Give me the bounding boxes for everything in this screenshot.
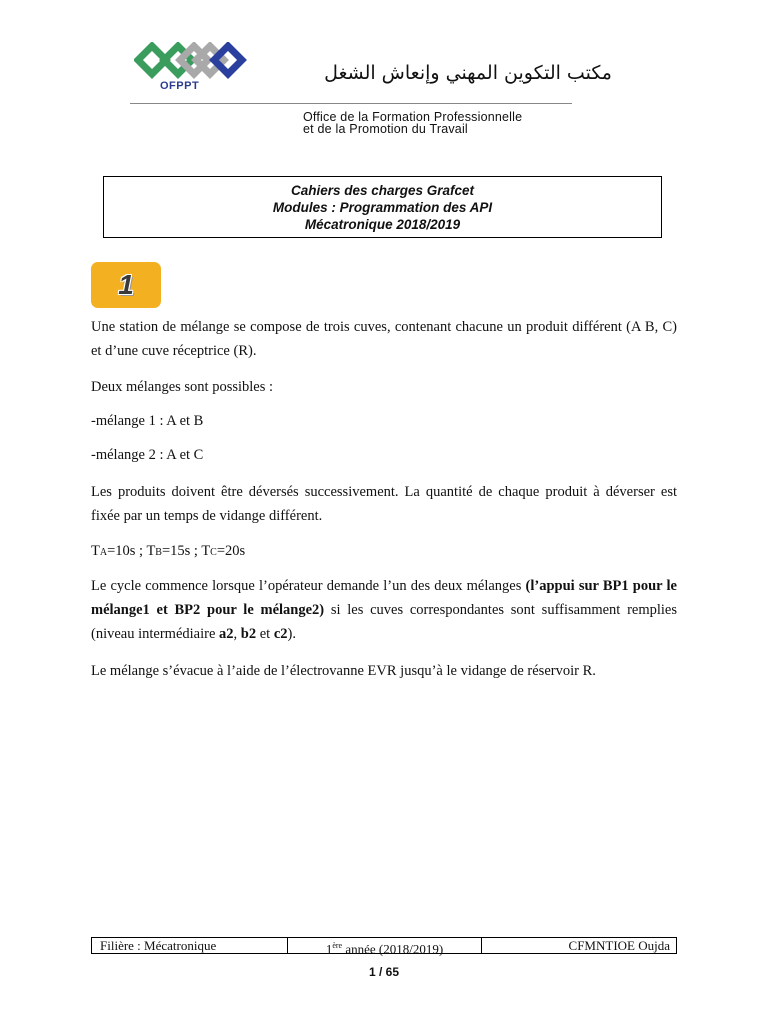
- title-line-2: Modules : Programmation des API: [272, 200, 493, 215]
- title-box: [103, 176, 662, 238]
- office-name-line1: Office de la Formation Professionnelle: [303, 110, 523, 124]
- level-b2: b2: [240, 626, 257, 642]
- cycle-end: ).: [287, 626, 296, 642]
- ofppt-logo-icon: [134, 42, 258, 82]
- time-c-value: =20s: [216, 543, 246, 559]
- footer-annee: [288, 938, 482, 957]
- exercise-number-badge: 1: [91, 262, 161, 308]
- mix-2-item: -mélange 2 : A et C: [91, 447, 204, 463]
- cycle-sep-2: et: [256, 626, 274, 642]
- time-a-letter: T: [91, 543, 100, 559]
- time-c-subscript: C: [210, 547, 217, 558]
- office-name-line2: et de la Promotion du Travail: [303, 122, 468, 136]
- title-line-1: Cahiers des charges Grafcet: [290, 183, 475, 198]
- arabic-organization-name: مكتب التكوين المهني وإنعاش الشغل: [324, 62, 612, 84]
- paragraph-mixes: Deux mélanges sont possibles :: [91, 379, 274, 395]
- cycle-sep-1: ,: [233, 626, 241, 642]
- paragraph-cycle: [91, 574, 677, 646]
- time-b-value: =15s ;: [161, 543, 202, 559]
- level-c2: c2: [273, 626, 288, 642]
- annee-number: 1: [325, 941, 333, 957]
- logo-caption: OFPPT: [160, 80, 200, 92]
- title-line-3: Mécatronique 2018/2019: [304, 217, 461, 232]
- time-a-value: =10s ;: [107, 543, 147, 559]
- time-b-subscript: B: [155, 547, 162, 558]
- paragraph-station: Une station de mélange se compose de trois cuves, contenant chacune un produit différent (A B, C) et d’une cuve réceptrice (R).: [91, 319, 677, 359]
- annee-text: année (2018/2019): [342, 941, 444, 957]
- cycle-text-1: Le cycle commence lorsque l’opérateur demande l’un des deux mélanges: [91, 578, 526, 594]
- time-a-subscript: A: [99, 547, 108, 558]
- page-number: 1 / 65: [368, 965, 400, 979]
- header-divider: [130, 103, 572, 104]
- paragraph-evacuation: Le mélange s’évacue à l’aide de l’électrovanne EVR jusqu’à le vidange de réservoir R.: [91, 663, 596, 679]
- time-b-letter: T: [146, 543, 156, 559]
- time-c-letter: T: [201, 543, 211, 559]
- footer-table: [91, 937, 677, 957]
- cycle-text-2: si les cuves correspondantes sont suffisamment remplies (niveau intermédiaire: [91, 602, 677, 642]
- footer-etablissement: CFMNTIOE Oujda: [568, 938, 670, 953]
- cycle-buttons-bold: (l’appui sur BP1 pour le mélange1 et BP2 pour le mélange2): [91, 578, 677, 618]
- footer-filiere: Filière : Mécatronique: [92, 938, 288, 953]
- level-a2: a2: [219, 626, 234, 642]
- paragraph-products: Les produits doivent être déversés successivement. La quantité de chaque produit à déverser est fixée par un temps de vidange différent.: [91, 484, 677, 524]
- drain-times: [91, 539, 677, 565]
- mix-1-item: -mélange 1 : A et B: [91, 413, 204, 429]
- annee-superscript: ère: [332, 941, 343, 950]
